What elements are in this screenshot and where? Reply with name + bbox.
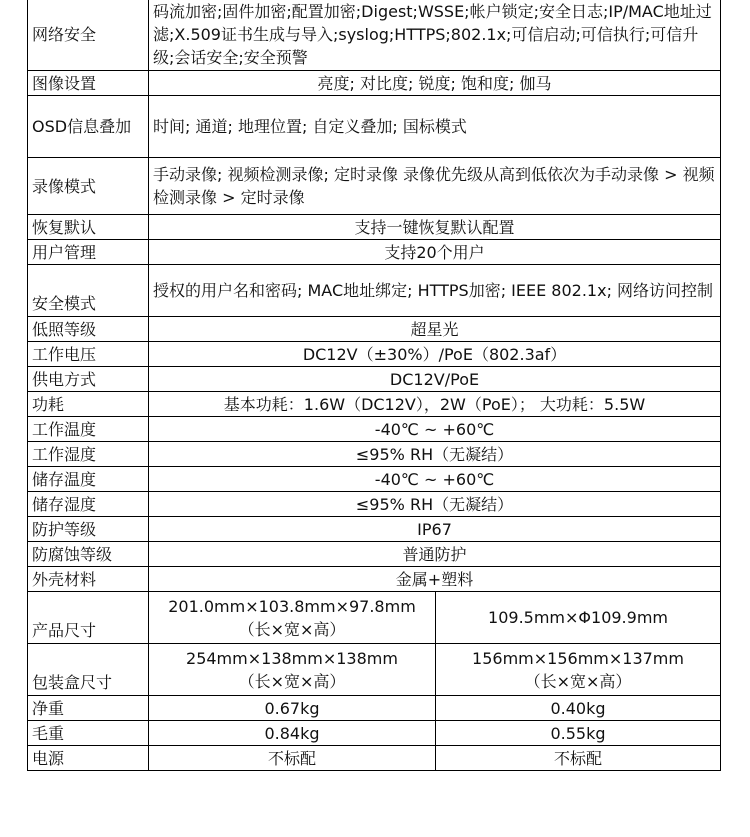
row-value: DC12V/PoE	[149, 367, 721, 392]
row-value-col1	[149, 592, 436, 644]
row-value-col2	[436, 592, 721, 644]
table-row	[28, 592, 721, 644]
row-value: 普通防护	[149, 542, 721, 567]
row-label: 功耗	[28, 392, 149, 417]
row-label: 工作湿度	[28, 442, 149, 467]
table-row	[28, 517, 721, 542]
row-label: 毛重	[28, 721, 149, 746]
table-row	[28, 342, 721, 367]
row-value: -40℃ ~ +60℃	[149, 417, 721, 442]
row-value: 码流加密;固件加密;配置加密;Digest;WSSE;帐户锁定;安全日志;IP/MAC地址过滤;X.509证书生成与导入;syslog;HTTPS;802.1x;可信启动;可信执行;可信升级;会话安全;安全预警	[149, 0, 721, 71]
row-value: 支持一键恢复默认配置	[149, 215, 721, 240]
table-row	[28, 240, 721, 265]
dimension-note: （长×宽×高）	[238, 619, 346, 639]
dimension-note: （长×宽×高）	[524, 671, 632, 691]
row-value: 授权的用户名和密码; MAC地址绑定; HTTPS加密; IEEE 802.1x; 网络访问控制	[149, 265, 721, 317]
table-row	[28, 96, 721, 158]
row-value-col1: 不标配	[149, 746, 436, 771]
table-row	[28, 442, 721, 467]
table-row	[28, 215, 721, 240]
row-value: ≤95% RH（无凝结）	[149, 442, 721, 467]
table-row	[28, 71, 721, 96]
row-value: DC12V（±30%）/PoE（802.3af）	[149, 342, 721, 367]
row-label: 储存湿度	[28, 492, 149, 517]
row-label: 供电方式	[28, 367, 149, 392]
table-row	[28, 0, 721, 71]
row-value: ≤95% RH（无凝结）	[149, 492, 721, 517]
table-row	[28, 696, 721, 721]
row-value-col2: 不标配	[436, 746, 721, 771]
dimension-value: 201.0mm×103.8mm×97.8mm	[168, 596, 416, 616]
table-row	[28, 265, 721, 317]
row-value: 金属+塑料	[149, 567, 721, 592]
row-label: 防护等级	[28, 517, 149, 542]
row-value: 基本功耗：1.6W（DC12V），2W（PoE）； 大功耗：5.5W	[149, 392, 721, 417]
dimension-value: 254mm×138mm×138mm	[186, 648, 398, 668]
spec-table	[27, 0, 721, 771]
table-row	[28, 721, 721, 746]
row-value-col2: 0.40kg	[436, 696, 721, 721]
row-value: 时间; 通道; 地理位置; 自定义叠加; 国标模式	[149, 96, 721, 158]
row-value: IP67	[149, 517, 721, 542]
table-row	[28, 542, 721, 567]
table-row	[28, 746, 721, 771]
table-row	[28, 417, 721, 442]
row-value: 手动录像; 视频检测录像; 定时录像 录像优先级从高到低依次为手动录像 > 视频检测录像 > 定时录像	[149, 158, 721, 215]
table-row	[28, 317, 721, 342]
table-row	[28, 467, 721, 492]
row-value-col2	[436, 644, 721, 696]
row-value-col1	[149, 644, 436, 696]
row-label: 工作电压	[28, 342, 149, 367]
table-row	[28, 392, 721, 417]
table-row	[28, 367, 721, 392]
row-label: 净重	[28, 696, 149, 721]
row-label: 防腐蚀等级	[28, 542, 149, 567]
row-label: 外壳材料	[28, 567, 149, 592]
row-value: 支持20个用户	[149, 240, 721, 265]
row-label: 储存温度	[28, 467, 149, 492]
row-label: 安全模式	[28, 265, 149, 317]
row-label: 录像模式	[28, 158, 149, 215]
dimension-note: （长×宽×高）	[238, 671, 346, 691]
row-value-col1: 0.84kg	[149, 721, 436, 746]
row-label: 用户管理	[28, 240, 149, 265]
row-label: 产品尺寸	[28, 592, 149, 644]
row-value-col2: 0.55kg	[436, 721, 721, 746]
row-label: 工作温度	[28, 417, 149, 442]
dimension-value: 156mm×156mm×137mm	[472, 648, 684, 668]
table-row	[28, 492, 721, 517]
table-row	[28, 158, 721, 215]
table-row	[28, 567, 721, 592]
row-label: 包装盒尺寸	[28, 644, 149, 696]
row-label: 恢复默认	[28, 215, 149, 240]
row-value: -40℃ ~ +60℃	[149, 467, 721, 492]
row-label: 图像设置	[28, 71, 149, 96]
row-label: OSD信息叠加	[28, 96, 149, 158]
row-value: 亮度; 对比度; 锐度; 饱和度; 伽马	[149, 71, 721, 96]
dimension-value: 109.5mm×Φ109.9mm	[488, 608, 668, 627]
row-label: 低照等级	[28, 317, 149, 342]
table-row	[28, 644, 721, 696]
row-value: 超星光	[149, 317, 721, 342]
row-label: 网络安全	[28, 0, 149, 71]
row-label: 电源	[28, 746, 149, 771]
row-value-col1: 0.67kg	[149, 696, 436, 721]
